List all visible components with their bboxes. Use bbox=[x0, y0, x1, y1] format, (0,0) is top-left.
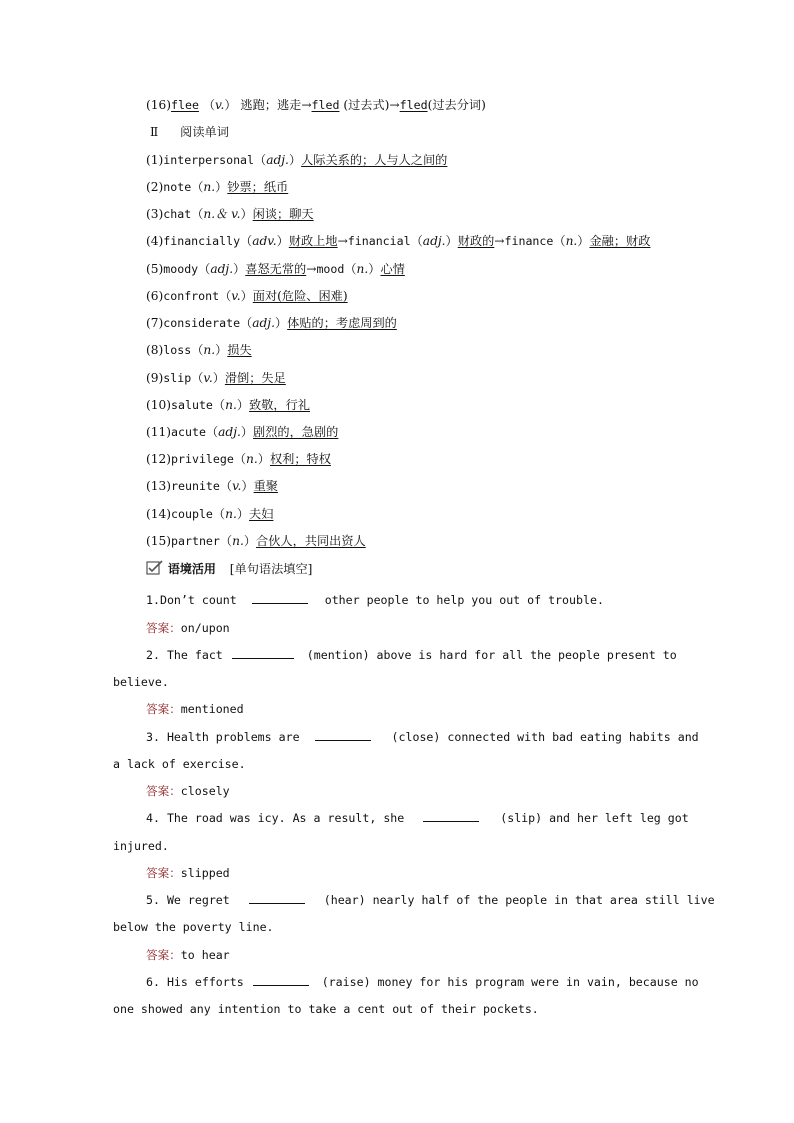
item-number: (5) bbox=[146, 262, 164, 276]
meaning: 面对(危险、困难) bbox=[252, 289, 348, 303]
paren: （ bbox=[191, 371, 204, 385]
derived-word: mood bbox=[316, 262, 345, 276]
part-of-speech: n. bbox=[225, 398, 237, 412]
meaning: 喜怒无常的 bbox=[245, 262, 307, 276]
answer-4: 答案：slipped bbox=[146, 866, 230, 880]
question-2: 2. The fact (mention) above is hard for all the people present to bbox=[146, 648, 677, 662]
word: considerate bbox=[163, 316, 241, 330]
question-4: 4. The road was icy. As a result, she (slip) and her left leg got bbox=[146, 811, 689, 825]
meaning: 损失 bbox=[227, 343, 252, 357]
part-of-speech: n. bbox=[203, 343, 216, 357]
item-number: (10) bbox=[146, 398, 172, 412]
meaning: 钞票；纸币 bbox=[227, 180, 289, 194]
part-of-speech: n. bbox=[225, 507, 237, 521]
word: slip bbox=[163, 371, 192, 385]
paren: ） bbox=[240, 207, 253, 221]
context-heading: 语境活用 [单句语法填空] bbox=[146, 560, 312, 577]
part-of-speech: n. bbox=[246, 452, 258, 466]
meaning: 夫妇 bbox=[249, 507, 274, 521]
word: reunite bbox=[171, 479, 220, 493]
question-5: 5. We regret (hear) nearly half of the people in that area still live bbox=[146, 893, 715, 907]
paren: ） bbox=[243, 534, 257, 548]
part-of-speech: n. bbox=[203, 180, 216, 194]
reading-word-item bbox=[146, 506, 273, 522]
word: loss bbox=[163, 343, 192, 357]
item-number: (2) bbox=[146, 180, 164, 194]
reading-word-item bbox=[146, 179, 288, 195]
paren: （ bbox=[212, 398, 226, 412]
item-number: (14) bbox=[146, 507, 172, 521]
reading-word-item bbox=[146, 288, 348, 304]
meaning: 重聚 bbox=[253, 479, 278, 493]
part-of-speech: adj. bbox=[252, 316, 275, 330]
paren: ） bbox=[236, 398, 250, 412]
meaning: 人际关系的；人与人之间的 bbox=[301, 153, 448, 167]
answer-5: 答案：to hear bbox=[146, 948, 230, 962]
paren: （ bbox=[240, 316, 253, 330]
part-of-speech: n. bbox=[356, 262, 369, 276]
paren: （ bbox=[205, 425, 219, 439]
meaning: 心情 bbox=[380, 262, 405, 276]
reading-word-item bbox=[146, 315, 397, 331]
part-of-speech: v. bbox=[203, 371, 213, 385]
paren: ） bbox=[368, 262, 381, 276]
word: moody bbox=[163, 262, 199, 276]
paren: ） bbox=[241, 479, 254, 493]
meaning: 体贴的；考虑周到的 bbox=[287, 316, 397, 330]
meaning: 权利；特权 bbox=[269, 452, 331, 466]
item-number: (1) bbox=[146, 153, 164, 167]
part-of-speech: adj. bbox=[266, 153, 289, 167]
word: confront bbox=[163, 289, 220, 303]
word: couple bbox=[171, 507, 213, 521]
meaning: 致敬，行礼 bbox=[249, 398, 310, 412]
paren: ） bbox=[215, 343, 228, 357]
paren: （ bbox=[212, 507, 226, 521]
question-5-cont: below the poverty line. bbox=[113, 920, 274, 934]
reading-word-item bbox=[146, 533, 366, 549]
item-number: (13) bbox=[146, 479, 172, 493]
answer-1: 答案：on/upon bbox=[146, 621, 230, 635]
paren: （ bbox=[219, 534, 233, 548]
part-of-speech: n. bbox=[232, 534, 244, 548]
meaning: 闲谈；聊天 bbox=[252, 207, 314, 221]
word: flee bbox=[171, 98, 199, 112]
reading-word-item bbox=[146, 478, 278, 494]
paren: （ bbox=[198, 262, 211, 276]
paren: （ bbox=[344, 262, 357, 276]
reading-word-item bbox=[146, 370, 286, 386]
word: partner bbox=[171, 534, 220, 548]
paren: ） bbox=[274, 316, 288, 330]
meaning: 滑倒；失足 bbox=[224, 371, 286, 385]
item-number: (3) bbox=[146, 207, 164, 221]
part-of-speech: adj. bbox=[210, 262, 234, 276]
paren: （ bbox=[233, 452, 247, 466]
reading-word-item bbox=[146, 424, 338, 440]
reading-word-item bbox=[146, 152, 447, 168]
answer-3: 答案：closely bbox=[146, 784, 230, 798]
word: chat bbox=[163, 207, 192, 221]
part-of-speech: v. bbox=[231, 289, 241, 303]
meaning: 剧烈的，急剧的 bbox=[253, 425, 339, 439]
answer-blank[interactable] bbox=[249, 893, 305, 904]
paren: ） bbox=[215, 180, 228, 194]
part-of-speech: adj. bbox=[218, 425, 241, 439]
item-number: (9) bbox=[146, 371, 164, 385]
paren: （ bbox=[191, 207, 204, 221]
question-1: 1.Don’t count other people to help you out of trouble. bbox=[146, 593, 604, 607]
answer-blank[interactable] bbox=[253, 975, 309, 986]
item-number: (8) bbox=[146, 343, 164, 357]
paren: （ bbox=[219, 479, 233, 493]
reading-word-item bbox=[146, 342, 252, 358]
section-heading: Ⅱ 阅读单词 bbox=[150, 125, 229, 139]
paren: （ bbox=[191, 180, 204, 194]
question-2-cont: believe. bbox=[113, 675, 169, 689]
question-4-cont: injured. bbox=[113, 839, 169, 853]
paren: ） bbox=[212, 371, 225, 385]
item-number: (11) bbox=[146, 425, 172, 439]
arrow: → bbox=[306, 262, 317, 276]
paren: （ bbox=[191, 343, 204, 357]
paren: （ bbox=[219, 289, 232, 303]
part-of-speech: v. bbox=[232, 479, 242, 493]
paren: ） bbox=[257, 452, 270, 466]
question-6: 6. His efforts (raise) money for his program were in vain, because no bbox=[146, 975, 699, 989]
reading-word-item bbox=[146, 397, 310, 413]
reading-word-item bbox=[146, 206, 314, 222]
word: note bbox=[163, 180, 192, 194]
question-6-cont: one showed any intention to take a cent out of their pockets. bbox=[113, 1002, 539, 1016]
paren: ） bbox=[233, 262, 246, 276]
question-3-cont: a lack of exercise. bbox=[113, 757, 246, 771]
word: interpersonal bbox=[163, 153, 255, 167]
part-of-speech: n.＆ v. bbox=[203, 207, 241, 221]
check-pencil-icon bbox=[146, 560, 164, 576]
reading-word-item bbox=[146, 451, 331, 467]
answer-blank[interactable] bbox=[423, 811, 479, 822]
vocab-flee: (16)flee （v.） 逃跑；逃走→fled (过去式)→fled(过去分词) bbox=[146, 98, 486, 112]
word: salute bbox=[171, 398, 213, 412]
answer-2: 答案：mentioned bbox=[146, 702, 244, 716]
paren: ） bbox=[236, 507, 250, 521]
answer-blank[interactable] bbox=[315, 730, 371, 741]
answer-blank[interactable] bbox=[232, 648, 294, 659]
word: privilege bbox=[171, 452, 234, 466]
item-number: (12) bbox=[146, 452, 172, 466]
answer-blank[interactable] bbox=[252, 593, 308, 604]
word: acute bbox=[171, 425, 206, 439]
paren: ） bbox=[240, 289, 253, 303]
reading-word-item bbox=[146, 261, 405, 277]
meaning: 合伙人，共同出资人 bbox=[256, 534, 366, 548]
paren: ） bbox=[288, 153, 302, 167]
item-number: (7) bbox=[146, 316, 164, 330]
paren: （ bbox=[254, 153, 267, 167]
item-number: (15) bbox=[146, 534, 172, 548]
vocab-financially: (4)financially（adv.）财政上地→financial（adj.）财政的→finance（n.）金融；财政 bbox=[146, 234, 651, 248]
paren: ） bbox=[240, 425, 254, 439]
item-number: (6) bbox=[146, 289, 164, 303]
question-3: 3. Health problems are (close) connected with bad eating habits and bbox=[146, 730, 699, 744]
